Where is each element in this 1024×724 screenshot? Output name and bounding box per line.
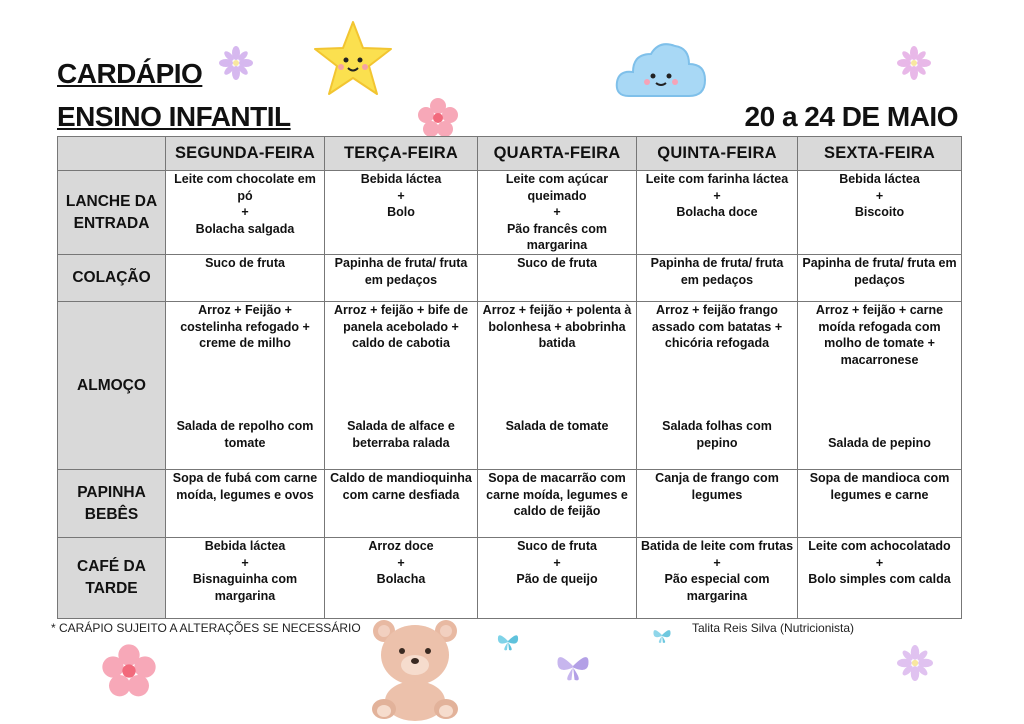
menu-cell [478, 470, 637, 538]
menu-item-line: macarronese [840, 352, 919, 367]
menu-item-line: + [397, 188, 405, 203]
signature: Talita Reis Silva (Nutricionista) [692, 621, 855, 635]
cloud-face-icon [613, 36, 709, 102]
menu-item-line: queimado [527, 188, 587, 203]
menu-cell [637, 470, 798, 538]
menu-item-line: Bolo [387, 205, 415, 219]
meal-name [58, 538, 166, 619]
menu-cell [325, 538, 478, 619]
flower-icon [101, 643, 157, 699]
menu-item-line: margarina [526, 238, 588, 252]
day-header: SEXTA-FEIRA [798, 137, 962, 171]
salad-line: tomate [224, 435, 266, 450]
menu-item-line: Arroz doce [368, 539, 434, 553]
menu-item-line: batida [538, 336, 576, 350]
menu-item-line: pó [237, 188, 253, 203]
cell-spacer [640, 352, 794, 419]
page-subtitle: ENSINO INFANTIL [57, 101, 291, 132]
menu-item-line: caldo de feijão [513, 504, 601, 518]
menu-item-line: + [713, 555, 721, 570]
day-header: TERÇA-FEIRA [325, 137, 478, 171]
table-row [58, 255, 962, 302]
salad-line: pepino [696, 435, 738, 450]
menu-cell [798, 302, 962, 470]
menu-item-line: moída refogada com [818, 319, 941, 334]
meal-name-line: BEBÊS [84, 505, 139, 523]
menu-item-line: Arroz + feijão + bife de [333, 303, 469, 317]
date-range: 20 a 24 DE MAIO [744, 101, 958, 132]
star-face-icon [311, 18, 395, 102]
menu-item-line: Leite com chocolate em [174, 172, 316, 186]
salad-line: Salada de repolho com [176, 419, 314, 433]
header-corner [58, 137, 166, 171]
menu-cell [478, 255, 637, 302]
menu-item-line: Leite com açúcar [505, 172, 609, 186]
menu-item-line: Bisnaguinha com [192, 572, 298, 586]
salad-line: beterraba ralada [352, 435, 450, 450]
menu-item-line: Arroz + feijão + polenta à [482, 303, 632, 317]
menu-item-line: panela acebolado + [343, 319, 459, 334]
menu-item-line: + [553, 555, 561, 570]
menu-cell [637, 171, 798, 255]
meal-name-line: PAPINHA [77, 483, 146, 501]
menu-item-line: Sopa de macarrão com [488, 471, 626, 485]
menu-item-line: Bolacha [376, 572, 426, 586]
menu-item-line: Caldo de mandioquinha [330, 471, 472, 485]
meal-name-line: CAFÉ DA [77, 558, 146, 575]
menu-cell [166, 302, 325, 470]
meal-name-line: TARDE [85, 580, 138, 597]
menu-item-line: + [875, 188, 884, 203]
menu-item-line: Bebida láctea [360, 172, 442, 186]
menu-item-line: Papinha de fruta/ fruta [334, 256, 468, 270]
menu-item-line: Suco de fruta [205, 256, 285, 270]
menu-item-line: + [713, 188, 721, 203]
menu-cell [798, 171, 962, 255]
menu-item-line: molho de tomate + [824, 336, 935, 350]
menu-item-line: Arroz + Feijão + [198, 303, 292, 317]
cell-spacer [801, 368, 958, 435]
footnote: * CARÁPIO SUJEITO A ALTERAÇÕES SE NECESSÁRIO [51, 621, 361, 635]
menu-item-line: + [397, 555, 405, 570]
menu-cell [637, 255, 798, 302]
menu-cell [798, 538, 962, 619]
meal-name [58, 470, 166, 538]
menu-item-line: assado com batatas + [651, 319, 783, 334]
menu-item-line: Suco de fruta [517, 256, 597, 270]
butterfly-icon [553, 646, 593, 686]
menu-item-line: em pedaços [680, 272, 754, 287]
table-row [58, 538, 962, 619]
menu-item-line: margarina [686, 588, 748, 603]
menu-item-line: Pão especial com [664, 572, 770, 586]
flower-icon [417, 97, 459, 139]
salad-line: Salada de tomate [505, 419, 609, 433]
menu-item-line: com carne desfiada [342, 487, 460, 502]
menu-item-line: chicória refogada [664, 336, 770, 350]
menu-item-line: legumes [691, 487, 743, 502]
menu-item-line: em pedaços [364, 272, 438, 287]
butterfly-icon [495, 628, 521, 654]
menu-item-line: Bebida láctea [839, 172, 920, 186]
meal-name-line: ALMOÇO [77, 376, 146, 394]
meal-name [58, 171, 166, 255]
menu-table [57, 136, 962, 619]
menu-item-line: legumes e carne [830, 487, 929, 502]
meal-name-line: COLAÇÃO [72, 269, 151, 286]
table-header-row [58, 137, 962, 171]
menu-cell [798, 470, 962, 538]
menu-item-line: Arroz + feijão frango [656, 303, 778, 317]
menu-item-line: Arroz + feijão + carne [815, 303, 944, 317]
menu-item-line: + [241, 555, 249, 570]
day-header: QUARTA-FEIRA [478, 137, 637, 171]
table-row [58, 302, 962, 470]
menu-cell [166, 171, 325, 255]
menu-item-line: moída, legumes e ovos [176, 487, 314, 502]
flower-icon [897, 46, 931, 80]
menu-item-line: Pão de queijo [516, 572, 598, 586]
meal-name-line: ENTRADA [73, 214, 150, 232]
menu-item-line: Bolo simples com calda [808, 572, 951, 586]
day-header: SEGUNDA-FEIRA [166, 137, 325, 171]
menu-cell [166, 470, 325, 538]
menu-cell [478, 171, 637, 255]
menu-cell [637, 538, 798, 619]
menu-cell [325, 171, 478, 255]
page-title: CARDÁPIO [57, 58, 203, 89]
menu-item-line: Sopa de mandioca com [809, 471, 950, 485]
menu-item-line: Batida de leite com frutas [640, 539, 794, 553]
menu-item-line: + [241, 205, 249, 219]
menu-item-line: Bolacha doce [676, 205, 758, 219]
menu-item-line: Bebida láctea [204, 539, 286, 553]
menu-item-line: caldo de cabotia [352, 336, 450, 350]
menu-item-line: costelinha refogado + [180, 319, 310, 334]
menu-item-line: Papinha de fruta/ fruta [650, 256, 784, 270]
cell-spacer [481, 352, 633, 419]
menu-item-line: Leite com farinha láctea [645, 172, 789, 186]
menu-item-line: + [875, 555, 884, 570]
menu-cell [637, 302, 798, 470]
menu-item-line: pedaços [854, 272, 905, 287]
menu-item-line: Pão francês com [506, 221, 608, 236]
day-header: QUINTA-FEIRA [637, 137, 798, 171]
menu-item-line: + [553, 205, 561, 219]
menu-item-line: bolonhesa + abobrinha [488, 319, 626, 334]
salad-line: Salada de pepino [828, 435, 931, 450]
menu-cell [166, 255, 325, 302]
butterfly-icon [651, 624, 673, 646]
menu-cell [478, 538, 637, 619]
salad-line: Salada folhas com [662, 419, 772, 433]
menu-cell [325, 255, 478, 302]
cell-spacer [328, 352, 474, 419]
menu-cell [798, 255, 962, 302]
menu-cell [478, 302, 637, 470]
menu-cell [325, 302, 478, 470]
menu-item-line: carne moída, legumes e [486, 487, 628, 502]
menu-item-line: Suco de fruta [517, 539, 597, 553]
menu-item-line: creme de milho [199, 336, 291, 350]
menu-item-line: Papinha de fruta/ fruta em [802, 256, 957, 270]
teddy-bear-icon [362, 617, 468, 721]
menu-item-line: Biscoito [854, 205, 905, 219]
table-row [58, 171, 962, 255]
menu-item-line: Sopa de fubá com carne [172, 471, 318, 485]
meal-name [58, 302, 166, 470]
table-row [58, 470, 962, 538]
menu-cell [325, 470, 478, 538]
menu-item-line: Bolacha salgada [195, 221, 295, 236]
cell-spacer [169, 352, 321, 419]
meal-name [58, 255, 166, 302]
flower-icon [219, 46, 253, 80]
salad-line: Salada de alface e [347, 419, 455, 433]
menu-item-line: Canja de frango com [655, 471, 779, 485]
menu-item-line: Leite com achocolatado [808, 539, 951, 553]
menu-cell [166, 538, 325, 619]
meal-name-line: LANCHE DA [65, 192, 158, 210]
menu-item-line: margarina [214, 588, 276, 603]
flower-icon [897, 645, 933, 681]
